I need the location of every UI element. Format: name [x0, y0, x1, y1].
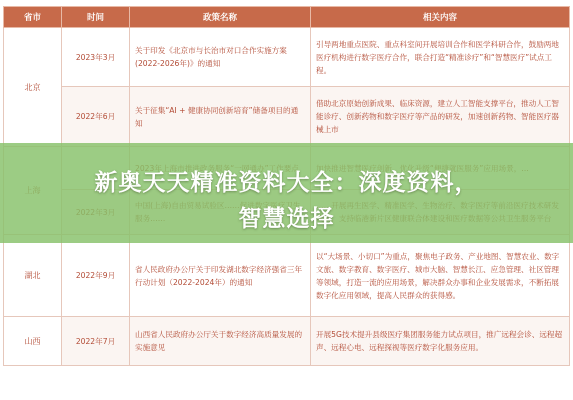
cell-content: 以“大场景、小切口”为重点，聚焦电子政务、产业地图、智慧农业、数字文旅、数字教育、数字医疗、城市大脑、智慧长江、应急管理、社区管理等领域，打造一流的应用场景，解决群众办事和企业发展需求，不断拓展数字化应用领域，提高人民群众的获得感。 — [311, 235, 570, 317]
table-row — [4, 28, 570, 87]
cell-policy: 关于征集“AI + 健康协同创新培育”储备项目的通知 — [130, 87, 311, 147]
table-header-row — [4, 7, 570, 28]
header-time: 时间 — [62, 7, 130, 28]
cell-time: 2022年9月 — [62, 235, 130, 317]
header-content: 相关内容 — [311, 7, 570, 28]
cell-time: 2022年6月 — [62, 87, 130, 147]
cell-content: 引导两地重点医院、重点科室间开展培训合作和医学科研合作，鼓励两地医疗机构进行数字医疗合作，联合打造“精准诊疗”和“智慧医疗”试点工程。 — [311, 28, 570, 87]
overlay-title-line2: 智慧选择 — [238, 206, 335, 232]
cell-policy: 省人民政府办公厅关于印发湖北数字经济强省三年行动计划（2022-2024年）的通知 — [130, 235, 311, 317]
cell-policy: 关于印发《北京市与长治市对口合作实施方案(2022-2026年)》的通知 — [130, 28, 311, 87]
cell-policy: 山西省人民政府办公厅关于数字经济高质量发展的实施意见 — [130, 317, 311, 366]
header-province: 省市 — [4, 7, 62, 28]
cell-time: 2022年7月 — [62, 317, 130, 366]
table-row — [4, 317, 570, 366]
overlay-title-line1: 新奥天天精准资料大全：深度资料， — [94, 170, 479, 196]
cell-province: 北京 — [4, 28, 62, 147]
table-row — [4, 87, 570, 147]
cell-time: 2023年3月 — [62, 28, 130, 87]
cell-province: 山西 — [4, 317, 62, 366]
header-policy: 政策名称 — [130, 7, 311, 28]
cell-content: 借助北京原始创新成果、临床资源，建立人工智能支撑平台，推动人工智能诊疗、创新药物和数字医疗等产品的研发，加速创新药物、智能医疗器械上市 — [311, 87, 570, 147]
table-row — [4, 235, 570, 317]
cell-province: 湖北 — [4, 235, 62, 317]
cell-content: 开展5G技术提升县级医疗集团服务能力试点项目，推广远程会诊、远程超声、远程心电、远程探视等医疗数字化服务应用。 — [311, 317, 570, 366]
